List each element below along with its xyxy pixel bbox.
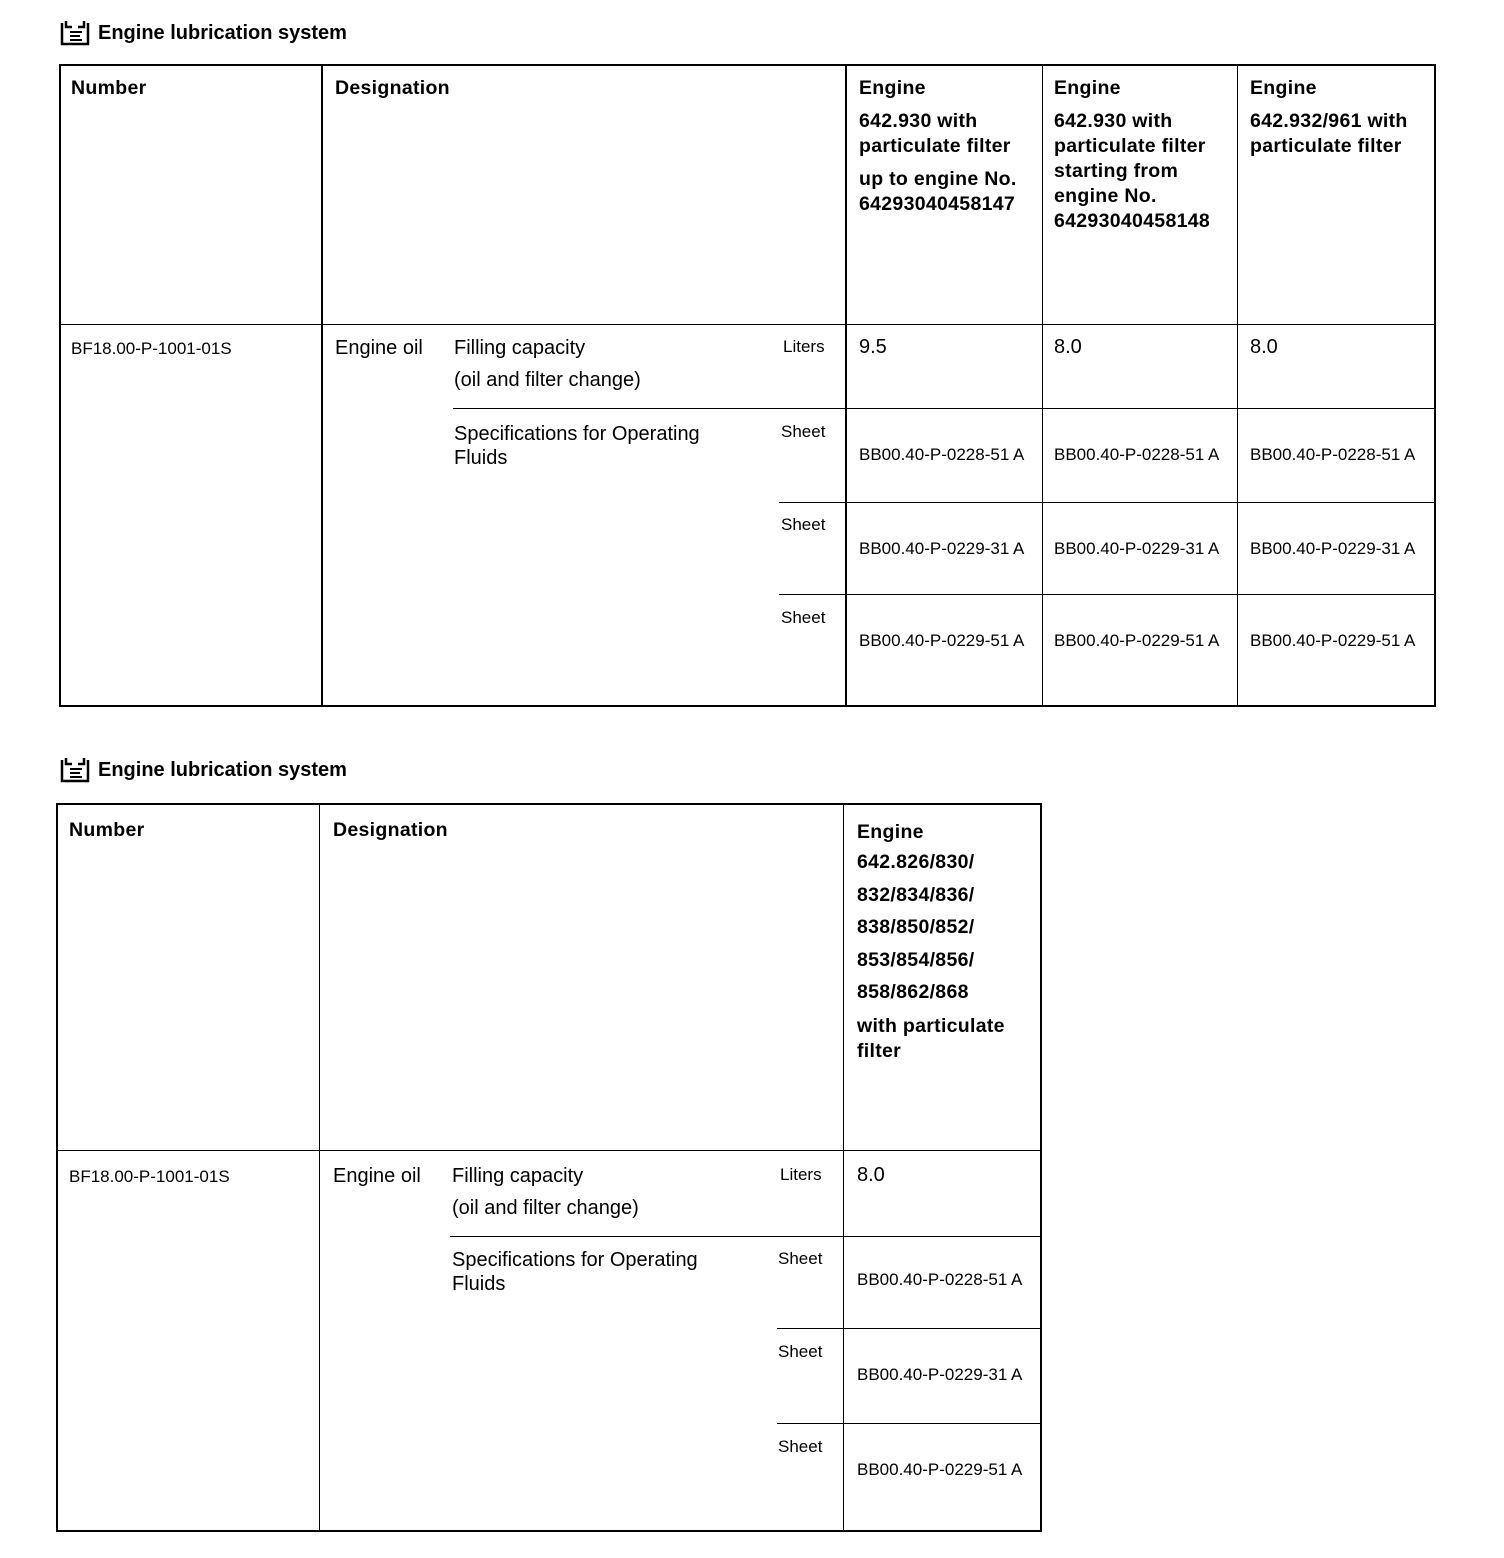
spec-label: Specifications for Operating Fluids [454,423,700,469]
section-title-text: Engine lubrication system [98,21,347,44]
filling-capacity-label: Filling capacity [452,1165,584,1187]
manual-book-icon [60,20,90,46]
sheet-label: Sheet [781,422,826,441]
manual-book-icon [60,757,90,783]
lubrication-table [59,64,1436,707]
sheet-ref: BB00.40-P-0229-31 A [857,1365,1023,1384]
header-engine-3: Engine 642.932/961 with particulate filter [1250,77,1408,157]
filling-value-2: 8.0 [1054,336,1082,358]
sheet-ref: BB00.40-P-0229-31 A [859,539,1025,558]
filling-capacity-note: (oil and filter change) [452,1197,639,1219]
part-number: BF18.00-P-1001-01S [71,339,232,358]
sheet-label: Sheet [781,515,826,534]
sheet-ref: BB00.40-P-0228-51 A [859,445,1025,464]
filling-unit: Liters [783,337,825,356]
sheet-ref: BB00.40-P-0229-51 A [1054,631,1220,650]
sheet-label: Sheet [778,1342,823,1361]
sheet-ref: BB00.40-P-0229-51 A [859,631,1025,650]
header-designation: Designation [333,819,448,841]
sheet-ref: BB00.40-P-0228-51 A [857,1270,1023,1289]
header-engine-2: Engine 642.930 with particulate filter starting from engine No. 64293040458148 [1054,77,1211,232]
section-title [60,16,347,50]
filling-value-1: 9.5 [859,336,887,358]
section-title [60,753,347,787]
header-designation: Designation [335,77,450,99]
sheet-ref: BB00.40-P-0229-51 A [857,1460,1023,1479]
sheet-ref: BB00.40-P-0229-51 A [1250,631,1416,650]
header-number: Number [69,819,145,841]
sheet-ref: BB00.40-P-0228-51 A [1054,445,1220,464]
sheet-label: Sheet [778,1437,823,1456]
part-number: BF18.00-P-1001-01S [69,1167,230,1186]
sheet-ref: BB00.40-P-0229-31 A [1250,539,1416,558]
filling-value-3: 8.0 [1250,336,1278,358]
sheet-label: Sheet [781,608,826,627]
header-engine-1: Engine 642.930 with particulate filter up to engine No. 64293040458147 [859,77,1017,215]
filling-unit: Liters [780,1165,822,1184]
filling-capacity-label: Filling capacity [454,337,586,359]
fluid-name: Engine oil [335,337,423,359]
fluid-name: Engine oil [333,1165,421,1187]
sheet-label: Sheet [778,1249,823,1268]
filling-capacity-note: (oil and filter change) [454,369,641,391]
filling-value: 8.0 [857,1164,885,1186]
header-number: Number [71,77,147,99]
lubrication-table [56,803,1042,1532]
header-engine: Engine 642.826/830/ 832/834/836/ 838/850/852/ 853/854/856/ 858/862/868 with particulate filter [857,821,1005,1062]
section-title-text: Engine lubrication system [98,758,347,781]
spec-label: Specifications for Operating Fluids [452,1249,698,1295]
sheet-ref: BB00.40-P-0229-31 A [1054,539,1220,558]
sheet-ref: BB00.40-P-0228-51 A [1250,445,1416,464]
